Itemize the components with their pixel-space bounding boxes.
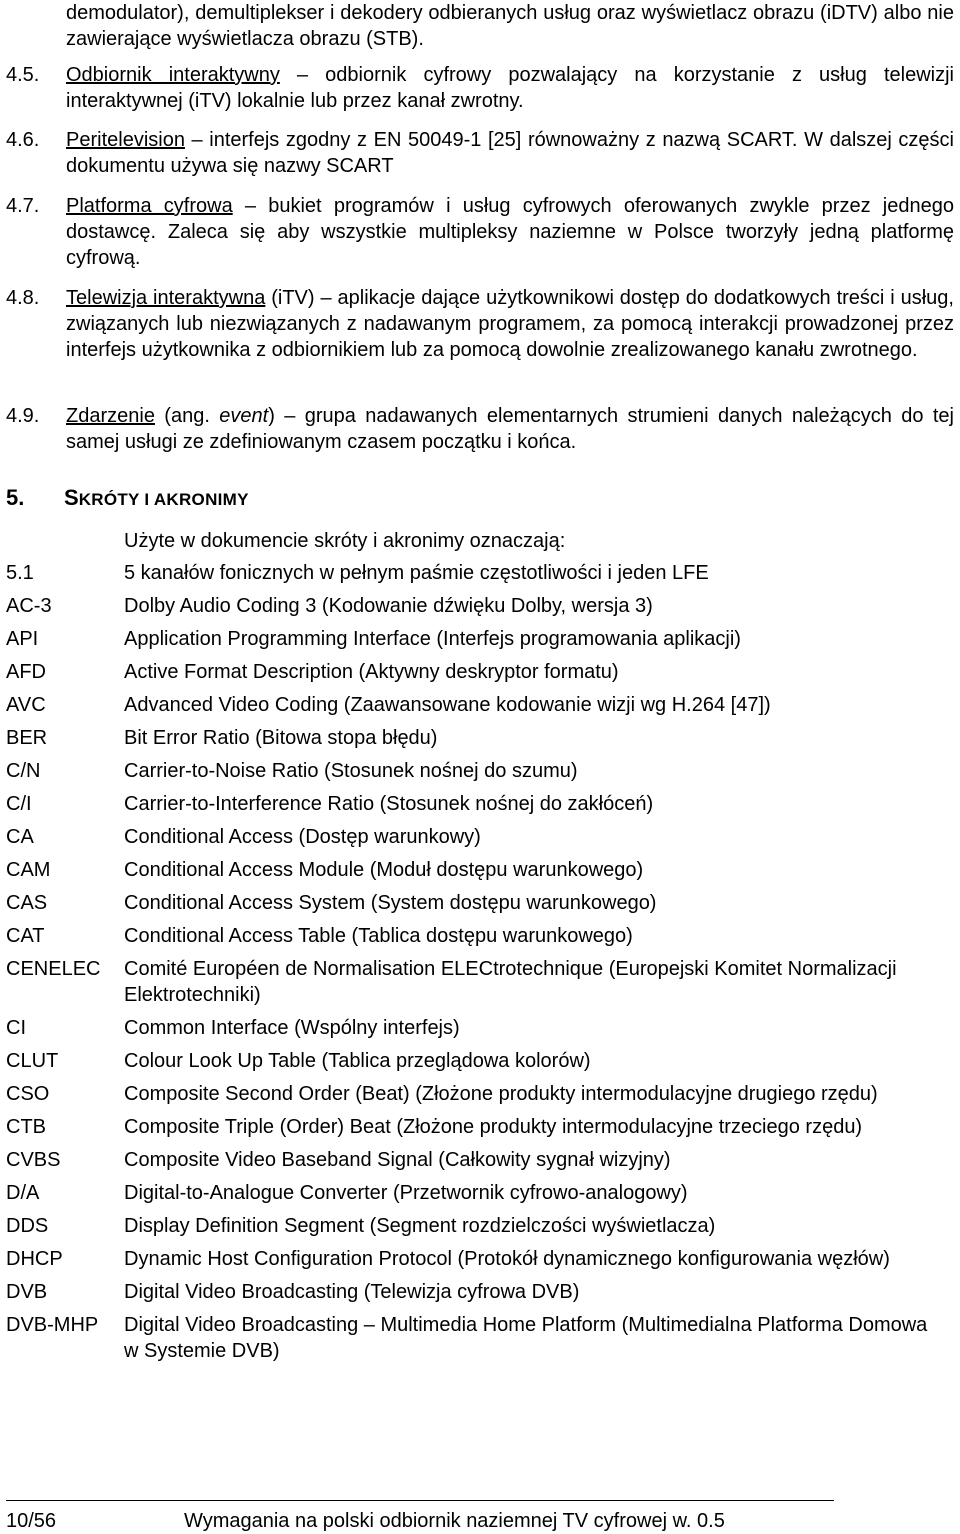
abbreviation: API	[6, 628, 39, 650]
abbreviation-definition: Conditional Access Module (Moduł dostępu warunkowego)	[124, 859, 644, 881]
abbreviation-definition: Active Format Description (Aktywny deskryptor formatu)	[124, 661, 619, 683]
definition-italic: event	[219, 405, 269, 427]
section-intro: Użyte w dokumencie skróty i akronimy oznaczają:	[124, 530, 566, 552]
abbreviation-row	[6, 923, 956, 949]
abbreviation: AFD	[6, 661, 46, 683]
footer-rule	[6, 1500, 834, 1501]
abbreviation-definition: Advanced Video Coding (Zaawansowane kodowanie wizji wg H.264 [47])	[124, 694, 771, 716]
definition-text: – interfejs zgodny z EN 50049-1 [25] równoważny z nazwą SCART. W dalszej części dokumentu używa się nazwy SCART	[66, 129, 954, 177]
abbreviation-row	[6, 758, 956, 784]
abbreviation-definition: Composite Video Baseband Signal (Całkowity sygnał wizyjny)	[124, 1149, 671, 1171]
abbreviation: CENELEC	[6, 958, 101, 980]
abbreviation: C/N	[6, 760, 41, 782]
abbreviation-definition: Bit Error Ratio (Bitowa stopa błędu)	[124, 727, 438, 749]
definition-text: – bukiet programów i usług cyfrowych oferowanych zwykle przez jednego dostawcę. Zaleca się aby wszystkie multipleksy naziemne w Polsce tworzyły jedną platformę cyfrową.	[66, 195, 954, 269]
abbreviation-row	[6, 692, 956, 718]
abbreviation-row	[6, 1114, 956, 1140]
definition-number: 4.7.	[6, 195, 40, 217]
abbreviation-row	[6, 824, 956, 850]
abbreviation-row	[6, 956, 956, 1008]
definition-number: 4.9.	[6, 405, 40, 427]
abbreviation: CTB	[6, 1116, 46, 1138]
abbreviation-definition: 5 kanałów fonicznych w pełnym paśmie częstotliwości i jeden LFE	[124, 562, 709, 584]
abbreviation: CSO	[6, 1083, 50, 1105]
page-number: 10/56	[6, 1510, 57, 1532]
abbreviation-row	[6, 1081, 956, 1107]
abbreviation-row	[6, 593, 956, 619]
abbreviation-row	[6, 1048, 956, 1074]
section-number: 5.	[6, 485, 25, 510]
section-title-rest: KRÓTY I AKRONIMY	[78, 490, 249, 509]
abbreviation-definition: Carrier-to-Interference Ratio (Stosunek nośnej do zakłóceń)	[124, 793, 654, 815]
abbreviation-definition: Conditional Access (Dostęp warunkowy)	[124, 826, 481, 848]
definition-number: 4.5.	[6, 64, 40, 86]
definition-4-8	[6, 285, 954, 363]
abbreviation-definition: Conditional Access System (System dostępu warunkowego)	[124, 892, 657, 914]
definition-text: demodulator), demultiplekser i dekodery odbieranych usług oraz wyświetlacz obrazu (iDTV) albo nie zawierające wyświetlacza obrazu (STB).	[66, 2, 954, 50]
abbreviation-row	[6, 560, 956, 586]
abbreviation-row	[6, 1213, 956, 1239]
abbreviation: BER	[6, 727, 48, 749]
section-heading	[6, 484, 249, 514]
definition-4-9	[6, 403, 954, 455]
abbreviation-definition: Application Programming Interface (Interfejs programowania aplikacji)	[124, 628, 741, 650]
abbreviation-row	[6, 890, 956, 916]
abbreviation-definition: Carrier-to-Noise Ratio (Stosunek nośnej do szumu)	[124, 760, 578, 782]
definition-term: Peritelevision	[66, 129, 185, 151]
abbreviation: DVB	[6, 1281, 48, 1303]
abbreviation-definition: Comité Européen de Normalisation ELECtrotechnique (Europejski Komitet Normalizacji Elektrotechniki)	[124, 958, 897, 1006]
abbreviation-definition: Colour Look Up Table (Tablica przeglądowa kolorów)	[124, 1050, 591, 1072]
definition-number: 4.6.	[6, 129, 40, 151]
abbreviation: CLUT	[6, 1050, 59, 1072]
definition-term: Telewizja interaktywna	[66, 287, 266, 309]
abbreviation: C/I	[6, 793, 32, 815]
abbreviation-definition: Dolby Audio Coding 3 (Kodowanie dźwięku Dolby, wersja 3)	[124, 595, 653, 617]
abbreviation: DHCP	[6, 1248, 63, 1270]
definition-term: Odbiornik interaktywny	[66, 64, 280, 86]
abbreviation-row	[6, 1147, 956, 1173]
abbreviation-row	[6, 1180, 956, 1206]
abbreviation: AVC	[6, 694, 46, 716]
section-title-initial: S	[64, 485, 79, 510]
abbreviation-definition: Digital Video Broadcasting – Multimedia Home Platform (Multimedialna Platforma Domowa w Systemie DVB)	[124, 1314, 928, 1362]
abbreviation-row	[6, 659, 956, 685]
abbreviation-row	[6, 626, 956, 652]
abbreviation: CI	[6, 1017, 26, 1039]
definition-number: 4.8.	[6, 287, 40, 309]
definition-text: – odbiornik cyfrowy pozwalający na korzystanie z usług telewizji interaktywnej (iTV) lokalnie lub przez kanał zwrotny.	[66, 64, 954, 112]
abbreviation: DDS	[6, 1215, 49, 1237]
abbreviation-row	[6, 1015, 956, 1041]
definition-term: Zdarzenie	[66, 405, 155, 427]
abbreviation-row	[6, 1246, 956, 1272]
definition-continuation	[6, 0, 954, 52]
definition-text: (iTV) – aplikacje dające użytkownikowi dostęp do dodatkowych treści i usług, związanych lub niezwiązanych z nadawanym programem, za pomocą interakcji prowadzonej przez interfejs użytkownika z odbiornikiem lub za pomocą dowolnie zrealizowanego kanału zwrotnego.	[66, 287, 954, 361]
definition-text: ) – grupa nadawanych elementarnych strumieni danych należących do tej samej usługi ze zdefiniowanym czasem początku i końca.	[66, 405, 954, 453]
abbreviation-row	[6, 857, 956, 883]
abbreviation: 5.1	[6, 562, 34, 584]
abbreviation: CAM	[6, 859, 51, 881]
abbreviation-definition: Display Definition Segment (Segment rozdzielczości wyświetlacza)	[124, 1215, 716, 1237]
abbreviation: CAT	[6, 925, 45, 947]
abbreviation-row	[6, 1279, 956, 1305]
page-footer	[6, 1508, 725, 1534]
abbreviation-definition: Digital Video Broadcasting (Telewizja cyfrowa DVB)	[124, 1281, 580, 1303]
abbreviation-definition: Dynamic Host Configuration Protocol (Protokół dynamicznego konfigurowania węzłów)	[124, 1248, 890, 1270]
abbreviation-definition: Composite Triple (Order) Beat (Złożone produkty intermodulacyjne trzeciego rzędu)	[124, 1116, 863, 1138]
abbreviation: CA	[6, 826, 34, 848]
abbreviation: AC-3	[6, 595, 52, 617]
abbreviation-definition: Common Interface (Wspólny interfejs)	[124, 1017, 460, 1039]
abbreviation: D/A	[6, 1182, 40, 1204]
abbreviation-row	[6, 791, 956, 817]
abbreviation: CVBS	[6, 1149, 61, 1171]
abbreviation: DVB-MHP	[6, 1314, 99, 1336]
document-title: Wymagania na polski odbiornik naziemnej TV cyfrowej w. 0.5	[184, 1510, 725, 1532]
abbreviation-definition: Composite Second Order (Beat) (Złożone produkty intermodulacyjne drugiego rzędu)	[124, 1083, 878, 1105]
abbreviation-list	[6, 560, 956, 1371]
abbreviation-row	[6, 1312, 956, 1364]
abbreviation-row	[6, 725, 956, 751]
definition-4-7	[6, 193, 954, 271]
definition-text-pre: (ang.	[154, 405, 220, 427]
abbreviation: CAS	[6, 892, 48, 914]
abbreviation-definition: Conditional Access Table (Tablica dostępu warunkowego)	[124, 925, 633, 947]
abbreviation-definition: Digital-to-Analogue Converter (Przetwornik cyfrowo-analogowy)	[124, 1182, 688, 1204]
definition-4-5	[6, 62, 954, 114]
definition-4-6	[6, 127, 954, 179]
definition-term: Platforma cyfrowa	[66, 195, 233, 217]
